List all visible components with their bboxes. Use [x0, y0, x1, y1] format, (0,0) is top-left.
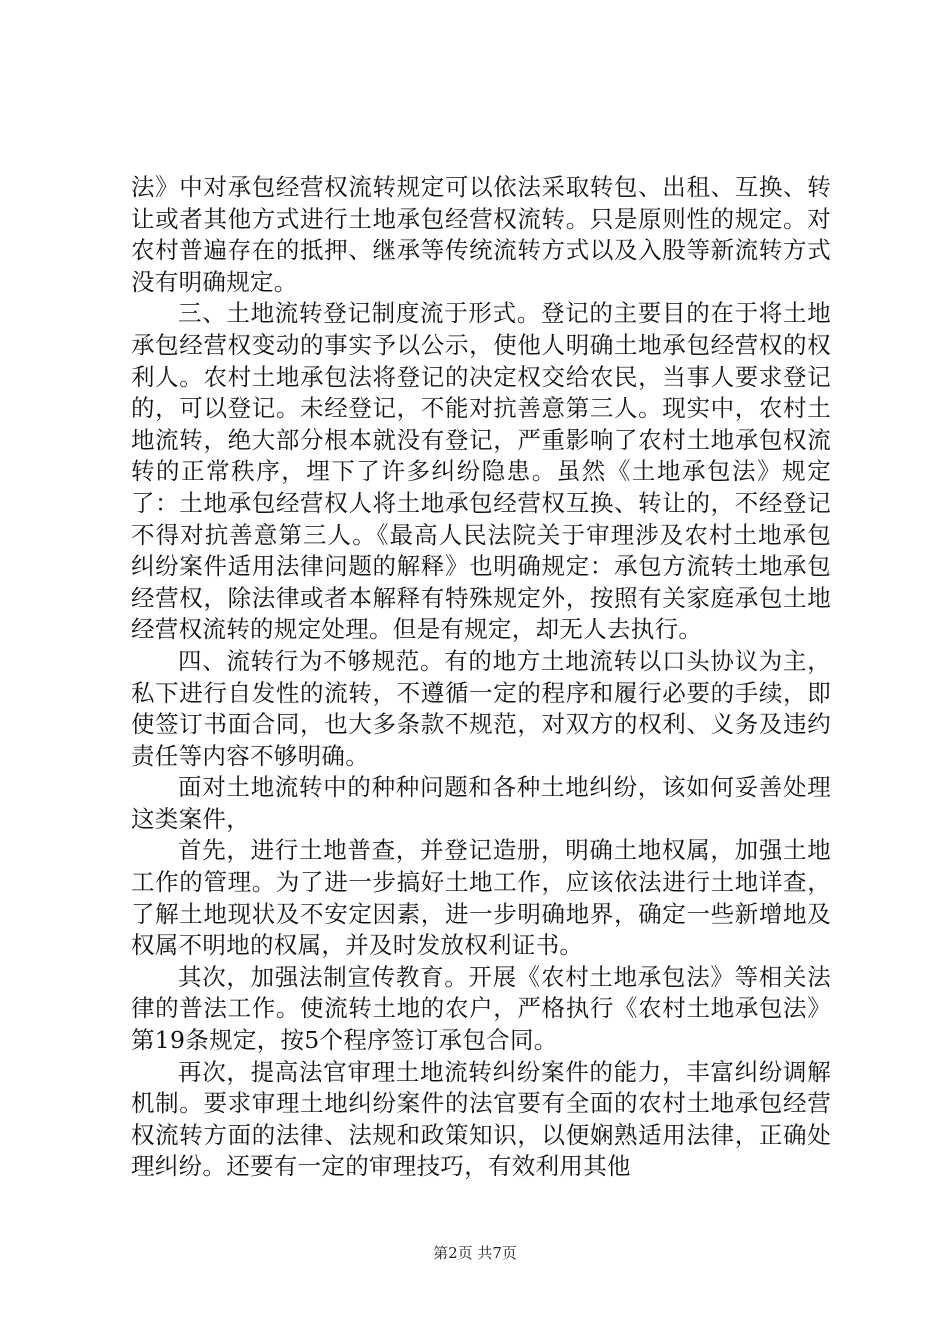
page-number-footer: 第2页 共7页 [433, 1244, 517, 1262]
paragraph-third: 再次，提高法官审理土地流转纠纷案件的能力，丰富纠纷调解机制。要求审理土地纠纷案件的法官要有全面的农村土地承包经营权流转方面的法律、法规和政策知识，以便娴熟适用法律，正确处理纠纷。还要有一定的审理技巧，有效利用其他 [131, 1057, 831, 1181]
paragraph-section-four: 四、流转行为不够规范。有的地方土地流转以口头协议为主，私下进行自发性的流转，不遵循一定的程序和履行必要的手续，即使签订书面合同，也大多条款不规范，对双方的权利、义务及违约责任等内容不够明确。 [131, 646, 831, 770]
document-body [131, 172, 831, 1183]
paragraph-continuation: 法》中对承包经营权流转规定可以依法采取转包、出租、互换、转让或者其他方式进行土地承包经营权流转。只是原则性的规定。对农村普遍存在的抵押、继承等传统流转方式以及入股等新流转方式没有明确规定。 [131, 173, 831, 296]
paragraph-first: 首先，进行土地普查，并登记造册，明确土地权属，加强土地工作的管理。为了进一步搞好土地工作，应该依法进行土地详查，了解土地现状及不安定因素，进一步明确地界，确定一些新增地及权属不明地的权属，并及时发放权利证书。 [131, 836, 831, 960]
paragraph-second: 其次，加强法制宣传教育。开展《农村土地承包法》等相关法律的普法工作。使流转土地的农户，严格执行《农村土地承包法》第19条规定，按5个程序签订承包合同。 [131, 962, 831, 1055]
paragraph-transition: 面对土地流转中的种种问题和各种土地纠纷，该如何妥善处理这类案件， [131, 773, 831, 833]
paragraph-section-three: 三、土地流转登记制度流于形式。登记的主要目的在于将土地承包经营权变动的事实予以公示，使他人明确土地承包经营权的权利人。农村土地承包法将登记的决定权交给农民，当事人要求登记的，可以登记。未经登记，不能对抗善意第三人。现实中，农村土地流转，绝大部分根本就没有登记，严重影响了农村土地承包权流转的正常秩序，埋下了许多纠纷隐患。虽然《土地承包法》规定了：土地承包经营权人将土地承包经营权互换、转让的，不经登记不得对抗善意第三人。《最高人民法院关于审理涉及农村土地承包纠纷案件适用法律问题的解释》也明确规定：承包方流转土地承包经营权，除法律或者本解释有特殊规定外，按照有关家庭承包土地经营权流转的规定处理。但是有规定，却无人去执行。 [131, 299, 831, 644]
